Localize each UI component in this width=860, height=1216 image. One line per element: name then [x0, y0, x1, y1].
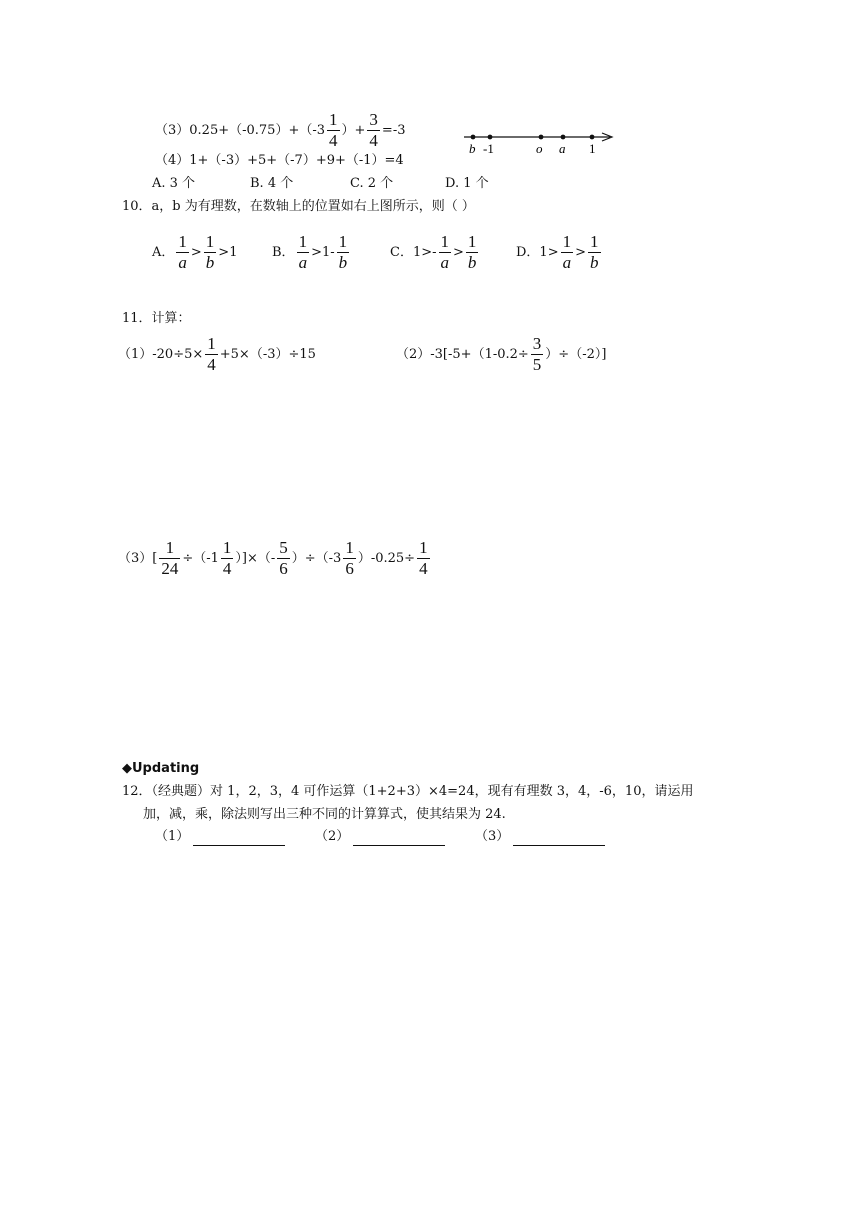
q9-option-a: A. 3 个 [152, 176, 196, 191]
q9-item-4: （4）1+（-3）+5+（-7）+9+（-1）=4 [155, 153, 404, 168]
q10-option-a-frac-2: $\frac{1}{b}$ [205, 232, 215, 272]
q10-option-c-frac-2: $\frac{1}{b}$ [467, 232, 477, 272]
number-line-point-b [471, 135, 476, 140]
number-line-point-origin [539, 135, 544, 140]
q9-item-3 [155, 110, 405, 151]
q11-part-2-fraction: $\frac{3}{5}$ [532, 334, 542, 374]
q10-option-d-frac-2: $\frac{1}{b}$ [590, 232, 599, 272]
q9-item-3-text-a: （3）0.25+（-0.75）+（-3 [155, 123, 326, 138]
q10-option-b-frac-1: $\frac{1}{a}$ [298, 232, 308, 272]
q10-stem: 10．a，b 为有理数，在数轴上的位置如右上图所示，则（ ） [122, 199, 475, 214]
q12-blanks [155, 828, 625, 846]
q12-answer-blank-3[interactable] [513, 831, 605, 846]
q12-answer-blank-1[interactable] [193, 831, 285, 846]
q9-option-b: B. 4 个 [250, 176, 294, 191]
q11-part-1-fraction: $\frac{1}{4}$ [207, 334, 216, 374]
number-line-label-one: 1 [589, 141, 596, 156]
q12-line-1: 12．（经典题）对 1，2，3，4 可作运算（1+2+3）×4=24，现有有理数 3，4，-6，10，请运用 [122, 784, 694, 799]
q10-option-c-frac-1: $\frac{1}{a}$ [440, 232, 450, 272]
q9-item-3-fraction-2: $\frac{3}{4}$ [369, 110, 378, 150]
q9-item-3-fraction-1: $\frac{1}{4}$ [329, 110, 338, 150]
q11-part-3-fraction-1: $\frac{1}{24}$ [161, 538, 179, 578]
q10-option-c: C．1>- $\frac{1}{a}$ > $\frac{1}{b}$ [390, 232, 477, 272]
q11-part-3-fraction-3: $\frac{5}{6}$ [279, 538, 288, 578]
number-line-figure [460, 126, 620, 158]
q12-line-2: 加，减，乘，除法则写出三种不同的计算算式，使其结果为 24. [143, 807, 506, 822]
number-line-point-a [561, 135, 566, 140]
q9-option-c: C. 2 个 [350, 176, 394, 191]
number-line-label-b: b [469, 141, 476, 156]
q12-blank-2: （2） [315, 828, 475, 846]
q11-part-3-fraction-5: $\frac{1}{4}$ [419, 538, 428, 578]
number-line-point-one [590, 135, 595, 140]
q10-option-a-frac-1: $\frac{1}{a}$ [178, 232, 187, 272]
q12-blank-1: （1） [155, 828, 315, 846]
q11-stem: 11．计算： [122, 311, 191, 326]
q9-item-3-text-c: =-3 [381, 123, 406, 138]
q9-options [152, 175, 489, 193]
q10-option-b: B． $\frac{1}{a}$ >1- $\frac{1}{b}$ [272, 232, 348, 272]
q11-part-3-fraction-2: $\frac{1}{4}$ [222, 538, 232, 578]
q10-option-d: D．1> $\frac{1}{a}$ > $\frac{1}{b}$ [516, 232, 599, 272]
q10-option-a: A． $\frac{1}{a}$ > $\frac{1}{b}$ >1 [152, 232, 238, 272]
number-line-label-origin: o [536, 141, 543, 156]
number-line-label-a: a [559, 141, 566, 156]
number-line-label-minus-one: -1 [483, 141, 494, 156]
q9-item-3-text-b: ）+ [341, 123, 366, 138]
q11-part-3: （3）[ $\frac{1}{24}$ ÷（-1 $\frac{1}{4}$ ）]×（- $\frac{5}{6}$ ）÷（-3 $\frac{1}{6}$ ）-0.25÷ $\frac{1}{4}$ [118, 538, 428, 578]
q10-option-b-frac-2: $\frac{1}{b}$ [338, 232, 348, 272]
q11-part-3-fraction-4: $\frac{1}{6}$ [345, 538, 354, 578]
number-line-point-minus-one [488, 135, 493, 140]
q11-part-2: （2）-3[-5+（1-0.2÷ $\frac{3}{5}$ ）÷（-2）] [396, 334, 607, 374]
q11-part-1: （1）-20÷5× $\frac{1}{4}$ +5×（-3）÷15 [118, 334, 316, 374]
q10-option-d-frac-1: $\frac{1}{a}$ [562, 232, 572, 272]
q12-blank-3: （3） [475, 828, 625, 846]
q12-answer-blank-2[interactable] [353, 831, 445, 846]
q9-option-d: D. 1 个 [445, 176, 489, 191]
q10-options [152, 232, 603, 273]
updating-heading: ◆Updating [122, 761, 200, 776]
